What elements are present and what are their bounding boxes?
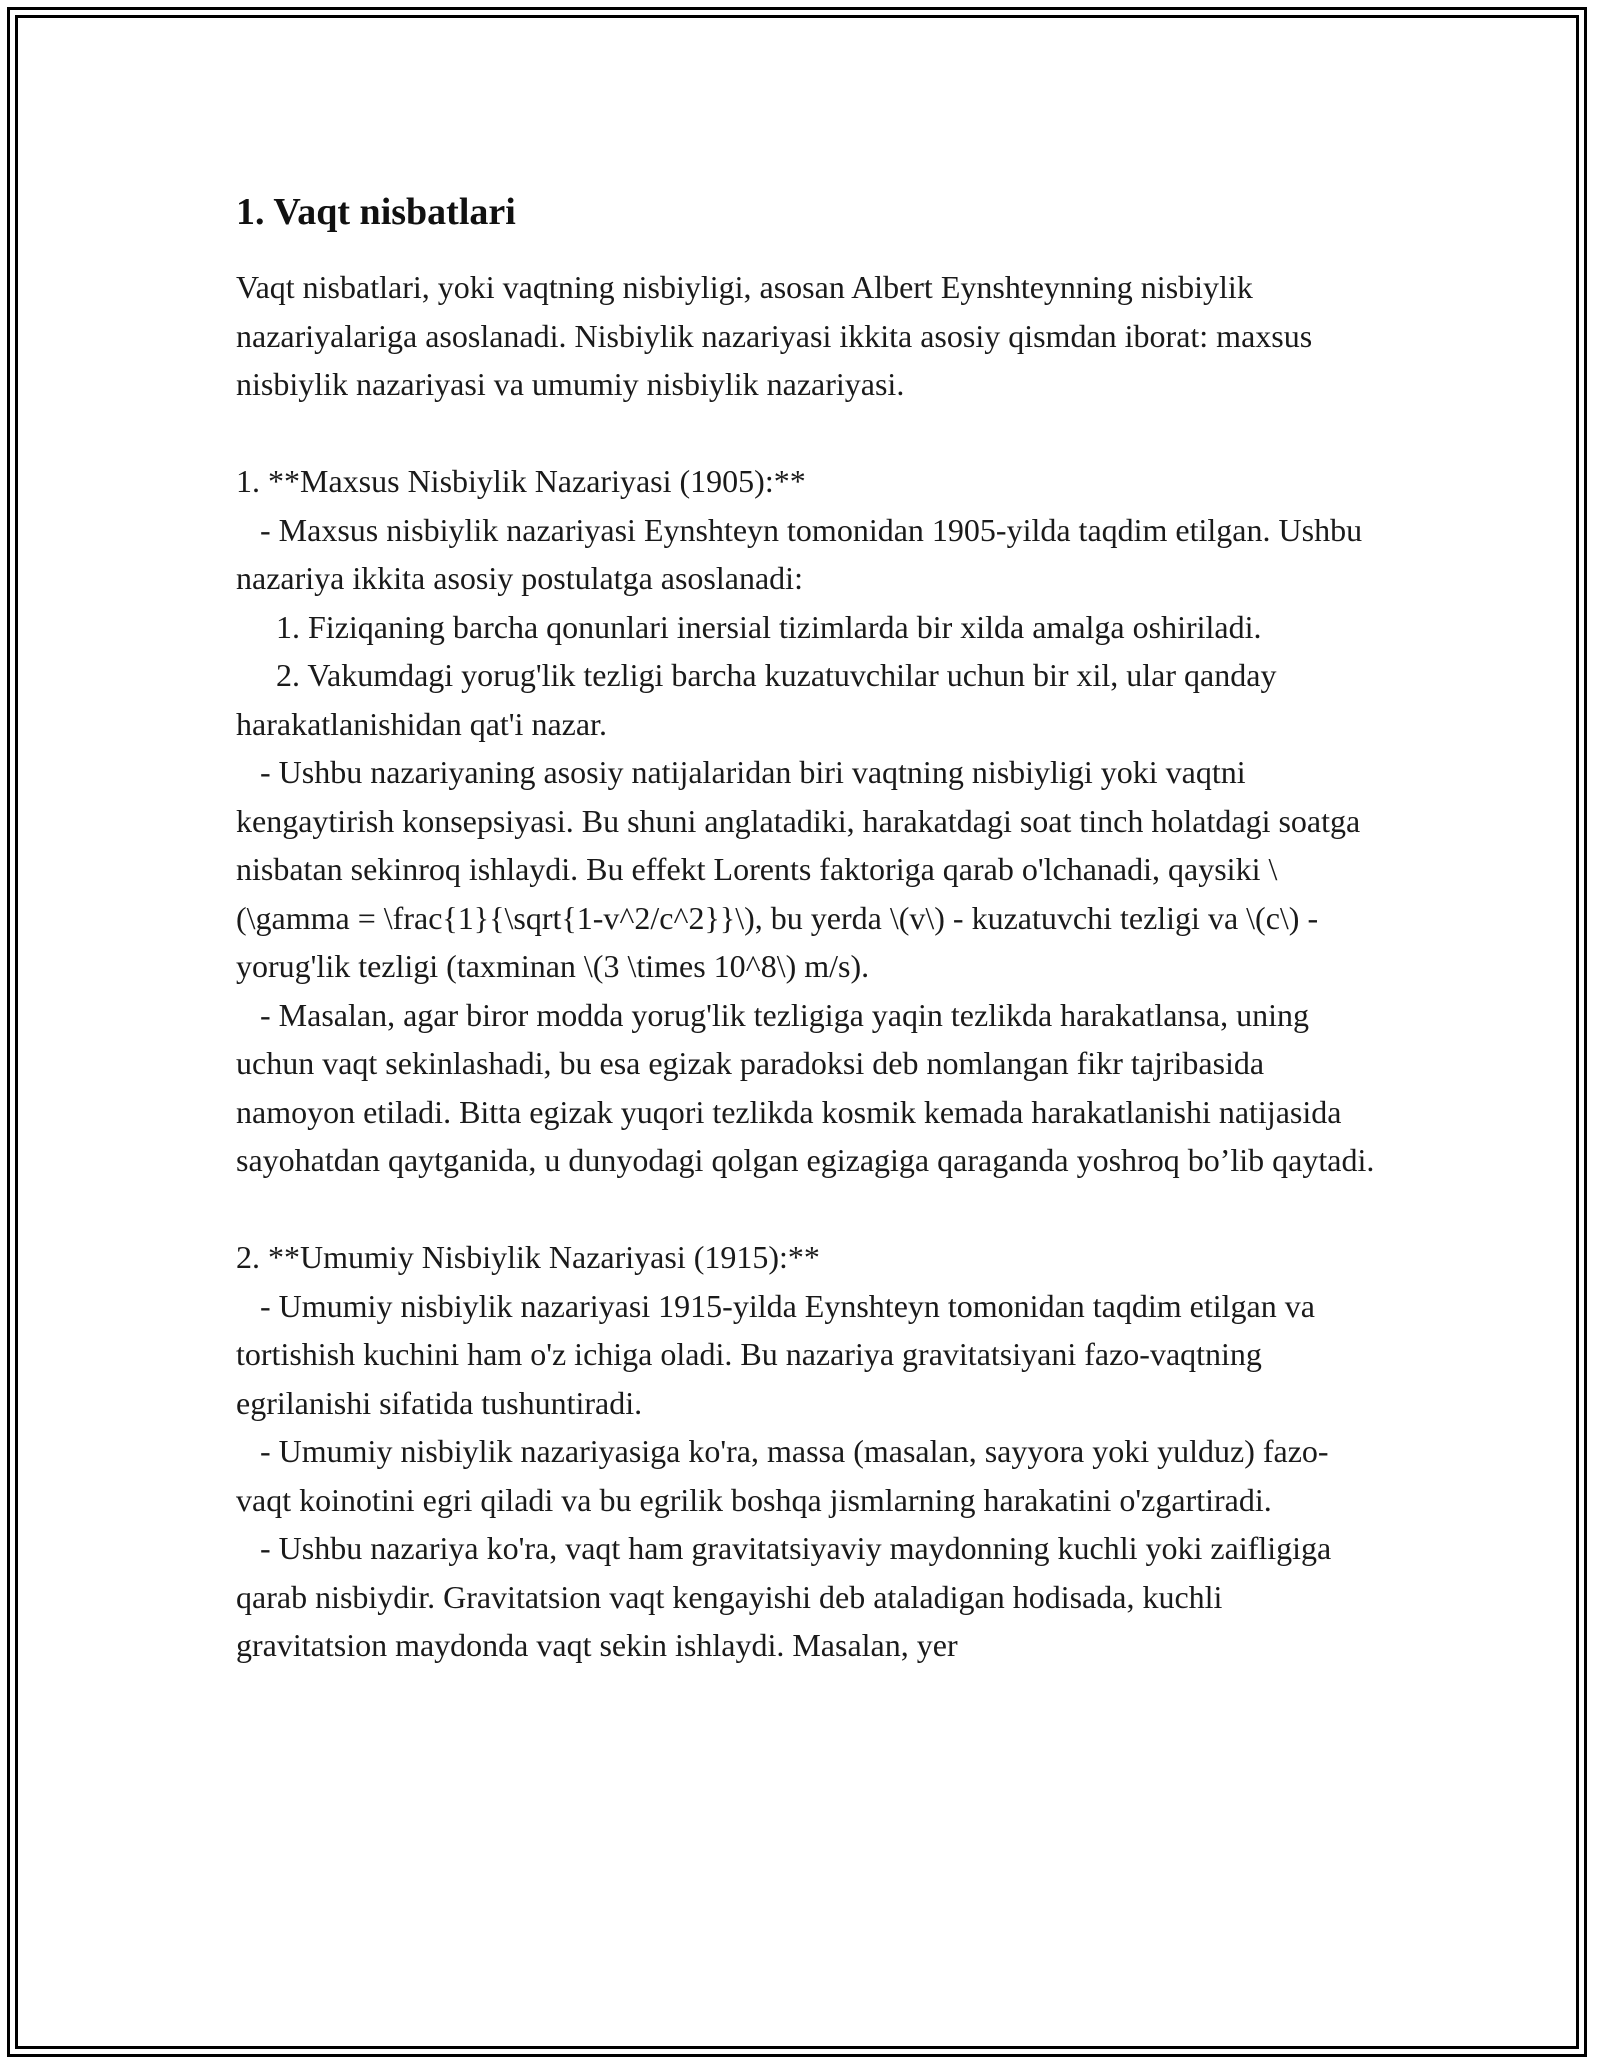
section-heading: 2. **Umumiy Nisbiylik Nazariyasi (1915):** xyxy=(236,1239,820,1275)
intro-paragraph: Vaqt nisbatlari, yoki vaqtning nisbiyligi, asosan Albert Eynshteynning nisbiylik nazariyalariga asoslanadi. Nisbiylik nazariyasi ikkita asosiy qismdan iborat: maxsus nisbiylik nazariyasi va umumiy nisbiylik nazariyasi. xyxy=(236,269,1321,402)
section-line: - Masalan, agar biror modda yorug'lik tezligiga yaqin tezlikda harakatlansa, uning uchun vaqt sekinlashadi, bu esa egizak paradoksi deb nomlangan fikr tajribasida namoyon etiladi. Bitta egizak yuqori tezlikda kosmik kemada harakatlanishi natijasida sayohatdan qaytganida, u dunyodagi qolgan egizagiga qaraganda yoshroq bo’lib qaytadi. xyxy=(236,996,1375,1178)
section-special-relativity xyxy=(236,457,1376,1185)
section-line: - Umumiy nisbiylik nazariyasi 1915-yilda Eynshteyn tomonidan taqdim etilgan va tortishish kuchini ham o'z ichiga oladi. Bu nazariya gravitatsiyani fazo-vaqtning egrilanishi sifatida tushuntiradi. xyxy=(236,1287,1323,1421)
section-general-relativity xyxy=(236,1233,1376,1670)
spacer xyxy=(236,1185,1376,1234)
section-line: - Maxsus nisbiylik nazariyasi Eynshteyn tomonidan 1905-yilda taqdim etilgan. Ushbu nazariya ikkita asosiy postulatga asoslanadi: xyxy=(236,511,1371,596)
section-line: - Ushbu nazariyaning asosiy natijalaridan biri vaqtning nisbiyligi yoki vaqtni kengaytirish konsepsiyasi. Bu shuni anglatadiki, harakatdagi soat tinch holatdagi soatga nisbatan sekinroq ishlaydi. Bu effekt Lorents faktoriga qarab o'lchanadi, qaysiki \(\gamma = \frac{1}{\sqrt{1-v^2/c^2}}\), bu yerda \(v\) - kuzatuvchi tezligi va \(c\) - yorug'lik tezligi (taxminan \(3 \times 10^8\) m/s). xyxy=(236,754,1369,984)
section-line: 1. Fiziqaning barcha qonunlari inersial tizimlarda bir xilda amalga oshiriladi. xyxy=(236,608,1262,645)
section-heading: 1. **Maxsus Nisbiylik Nazariyasi (1905):** xyxy=(236,463,806,499)
document-body xyxy=(236,185,1376,1670)
section-line: 2. Vakumdagi yorug'lik tezligi barcha kuzatuvchilar uchun bir xil, ular qanday harakatlanishidan qat'i nazar. xyxy=(236,657,1285,742)
section-line: - Umumiy nisbiylik nazariyasiga ko'ra, massa (masalan, sayyora yoki yulduz) fazo-vaqt koinotini egri qiladi va bu egrilik boshqa jismlarning harakatini o'zgartiradi. xyxy=(236,1433,1329,1518)
spacer xyxy=(236,409,1376,458)
document-title: 1. Vaqt nisbatlari xyxy=(236,191,516,233)
section-line: - Ushbu nazariya ko'ra, vaqt ham gravitatsiyaviy maydonning kuchli yoki zaifligiga qarab nisbiydir. Gravitatsion vaqt kengayishi deb ataladigan hodisada, kuchli gravitatsion maydonda vaqt sekin ishlaydi. Masalan, yer xyxy=(236,1530,1340,1663)
